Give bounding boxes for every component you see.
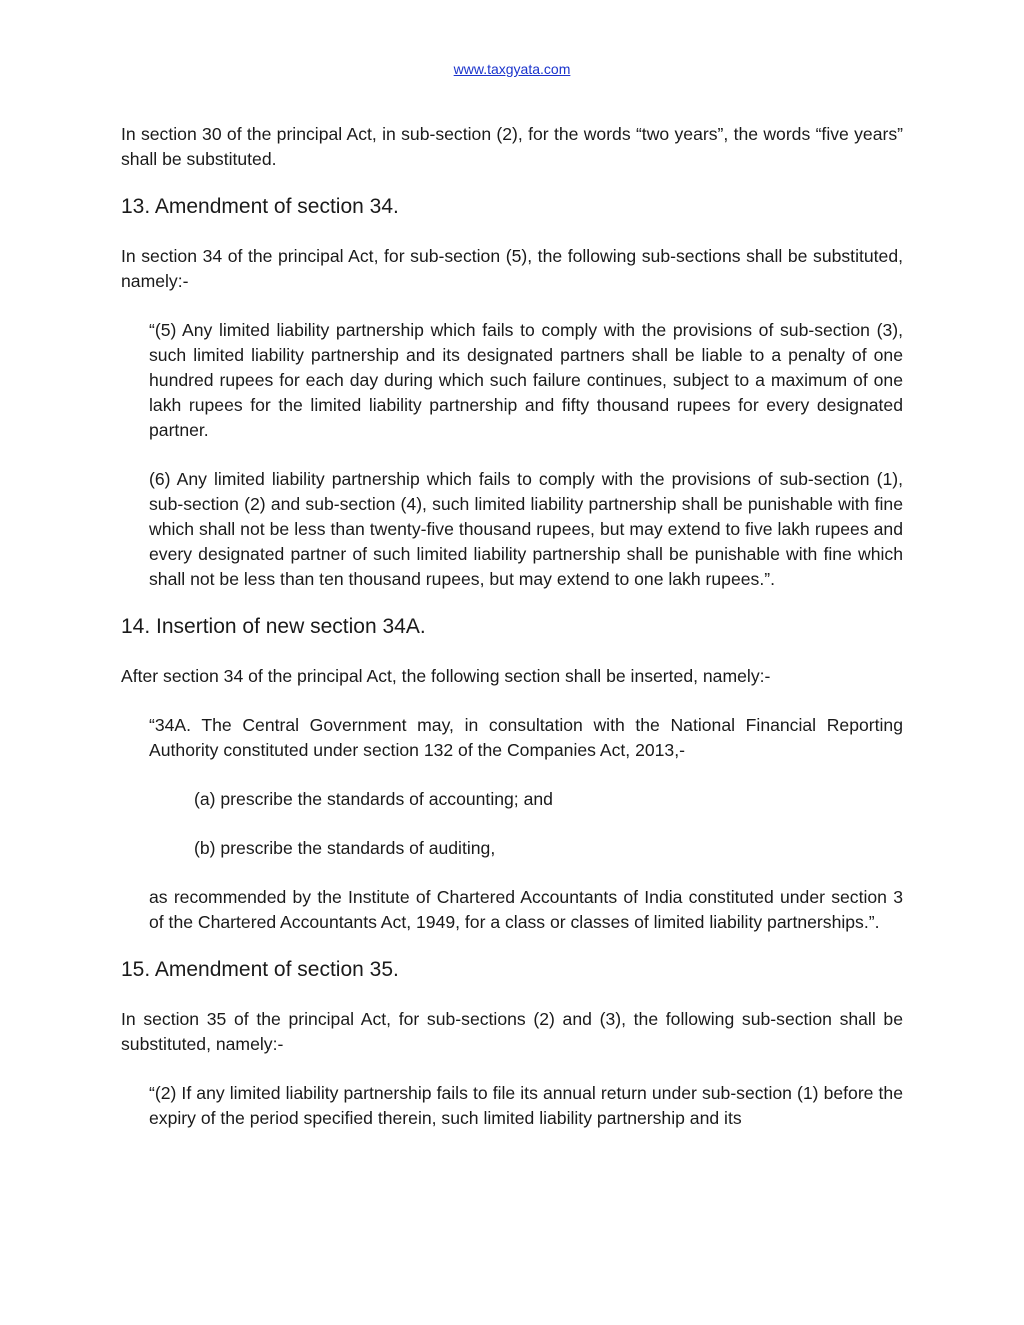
clause-a-text: (a) prescribe the standards of accounting; and (194, 789, 553, 809)
section-15-heading: 15. Amendment of section 35. (121, 958, 399, 981)
section-14-heading: 14. Insertion of new section 34A. (121, 615, 426, 638)
section-13-heading: 13. Amendment of section 34. (121, 195, 399, 218)
section-15-lead: In section 35 of the principal Act, for sub-sections (2) and (3), the following sub-section shall be substituted, namely:- (121, 1009, 903, 1054)
document-body (121, 122, 903, 1131)
section-14-lead: After section 34 of the principal Act, the following section shall be inserted, namely:- (121, 666, 771, 686)
section-34a-text: “34A. The Central Government may, in consultation with the National Financial Reporting Authority constituted under section 132 of the Companies Act, 2013,- (149, 715, 903, 760)
clause-b-text: (b) prescribe the standards of auditing, (194, 838, 496, 858)
website-link[interactable]: www.taxgyata.com (453, 61, 571, 77)
section-13-lead: In section 34 of the principal Act, for sub-section (5), the following sub-sections shall be substituted, namely:- (121, 246, 903, 291)
sub-section-5-text: “(5) Any limited liability partnership which fails to comply with the provisions of sub-section (3), such limited liability partnership and its designated partners shall be liable to a penalty of one hundred rupees for each day during which such failure continues, subject to a maximum of one lakh rupees for the limited liability partnership and fifty thousand rupees for every designated partner. (149, 320, 903, 440)
intro-paragraph: In section 30 of the principal Act, in sub-section (2), for the words “two years”, the words “five years” shall be substituted. (121, 124, 903, 169)
section-34a-closing: as recommended by the Institute of Chartered Accountants of India constituted under section 3 of the Chartered Accountants Act, 1949, for a class or classes of limited liability partnerships.”. (149, 887, 903, 932)
sub-section-2-text: “(2) If any limited liability partnership fails to file its annual return under sub-section (1) before the expiry of the period specified therein, such limited liability partnership and its (149, 1083, 903, 1128)
sub-section-6-text: (6) Any limited liability partnership which fails to comply with the provisions of sub-section (1), sub-section (2) and sub-section (4), such limited liability partnership shall be punishable with fine which shall not be less than twenty-five thousand rupees, but may extend to five lakh rupees and every designated partner of such limited liability partnership shall be punishable with fine which shall not be less than ten thousand rupees, but may extend to one lakh rupees.”. (149, 469, 903, 589)
